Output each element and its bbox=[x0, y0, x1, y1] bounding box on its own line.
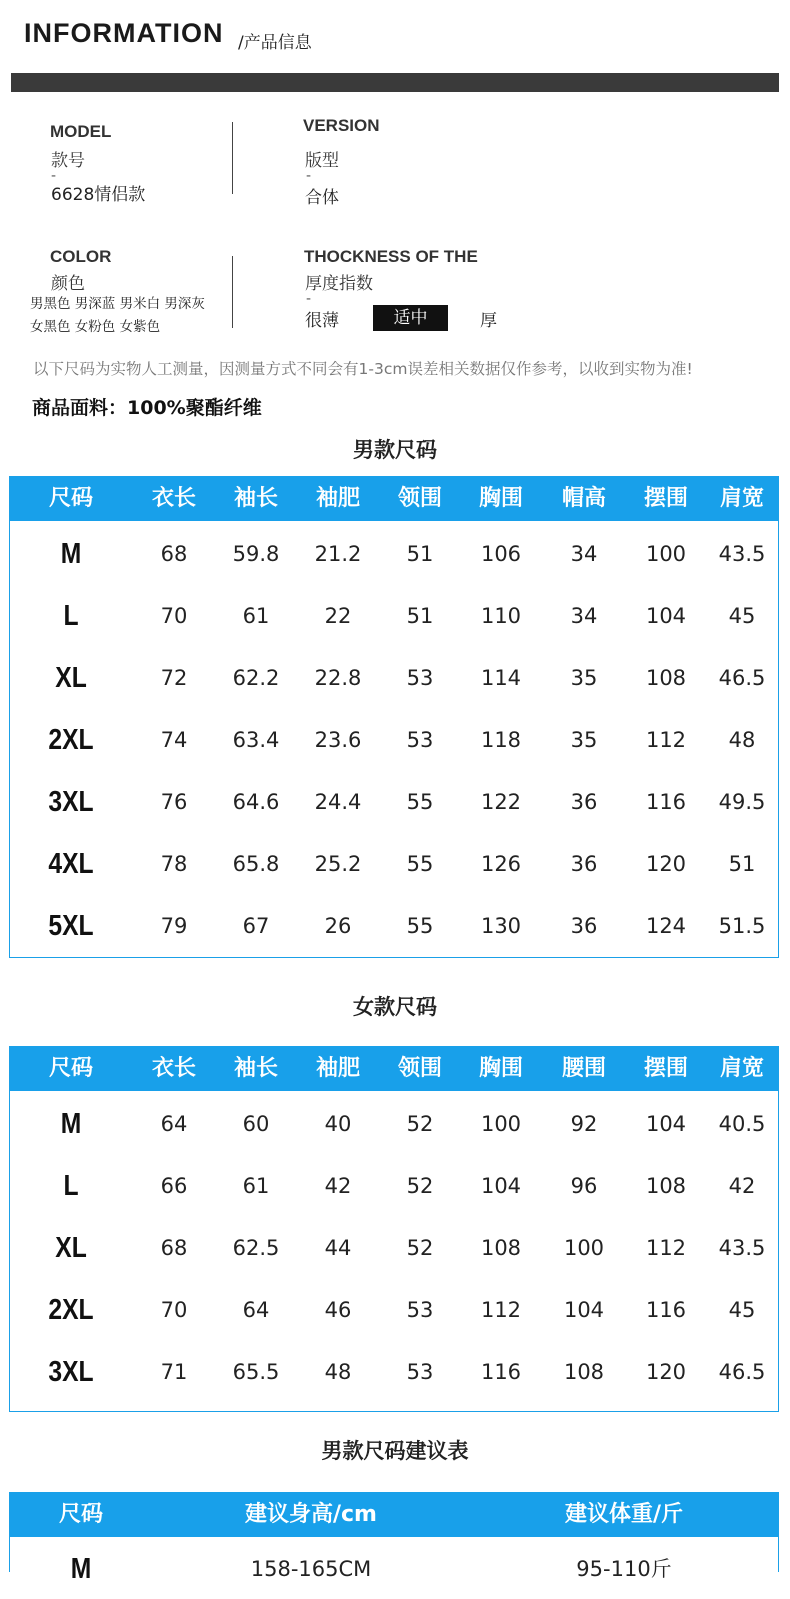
size-cell: 5XL bbox=[48, 910, 94, 942]
thickness-label-cn: 厚度指数 bbox=[305, 274, 373, 294]
table-cell: 95-110斤 bbox=[576, 1557, 672, 1581]
table-row bbox=[10, 647, 778, 709]
table-cell: 24.4 bbox=[314, 790, 362, 814]
size-cell: M bbox=[60, 538, 82, 570]
size-cell: L bbox=[63, 600, 79, 632]
table-cell: 100 bbox=[645, 542, 687, 566]
table-cell: 116 bbox=[645, 1298, 687, 1322]
table-cell: 25.2 bbox=[314, 852, 362, 876]
table-cell: 112 bbox=[645, 1236, 687, 1260]
size-cell: XL bbox=[55, 662, 87, 694]
table-cell: 52 bbox=[406, 1236, 434, 1260]
version-label-en: VERSION bbox=[303, 116, 380, 135]
size-cell: 2XL bbox=[48, 724, 94, 756]
women-size-table bbox=[9, 1046, 779, 1412]
table-cell: 76 bbox=[160, 790, 188, 814]
table-row bbox=[10, 523, 778, 585]
table-row bbox=[10, 1539, 778, 1599]
men-size-title: 男款尺码 bbox=[353, 438, 437, 462]
table-row bbox=[10, 833, 778, 895]
model-dash: - bbox=[51, 168, 57, 184]
page-title: INFORMATION bbox=[24, 18, 224, 48]
table-cell: 51 bbox=[406, 542, 434, 566]
header-cell: 肩宽 bbox=[719, 486, 764, 511]
header-cell: 尺码 bbox=[48, 486, 93, 511]
table-cell: 63.4 bbox=[232, 728, 280, 752]
color-list-line-1: 男黑色 男深蓝 男米白 男深灰 bbox=[30, 296, 205, 312]
header-cell: 肩宽 bbox=[719, 1056, 764, 1081]
header-cell: 摆围 bbox=[643, 1056, 688, 1081]
header-cell: 领围 bbox=[397, 1056, 442, 1081]
header-cell: 袖长 bbox=[233, 486, 278, 511]
header-cell: 领围 bbox=[397, 486, 442, 511]
header-cell: 袖肥 bbox=[315, 1056, 360, 1081]
table-cell: 70 bbox=[160, 1298, 188, 1322]
table-cell: 92 bbox=[570, 1112, 598, 1136]
header-cell: 建议体重/斤 bbox=[564, 1502, 684, 1527]
header-cell: 腰围 bbox=[561, 1056, 606, 1081]
men-suggestion-title: 男款尺码建议表 bbox=[321, 1439, 469, 1463]
version-value: 合体 bbox=[305, 188, 339, 208]
table-cell: 65.5 bbox=[232, 1360, 280, 1384]
table-row bbox=[10, 1341, 778, 1403]
table-cell: 68 bbox=[160, 1236, 188, 1260]
table-row bbox=[10, 1093, 778, 1155]
thickness-option-thin: 很薄 bbox=[305, 311, 339, 331]
size-cell: M bbox=[70, 1553, 92, 1585]
table-cell: 110 bbox=[480, 604, 522, 628]
table-cell: 48 bbox=[728, 728, 756, 752]
table-cell: 43.5 bbox=[718, 1236, 766, 1260]
table-cell: 55 bbox=[406, 852, 434, 876]
table-cell: 26 bbox=[324, 914, 352, 938]
color-list-line-2: 女黑色 女粉色 女紫色 bbox=[30, 319, 161, 335]
table-row bbox=[10, 1217, 778, 1279]
table-cell: 52 bbox=[406, 1174, 434, 1198]
table-cell: 74 bbox=[160, 728, 188, 752]
table-cell: 46.5 bbox=[718, 1360, 766, 1384]
table-cell: 22 bbox=[324, 604, 352, 628]
women-table-header bbox=[10, 1047, 778, 1091]
table-cell: 36 bbox=[570, 790, 598, 814]
fabric-info: 商品面料：100%聚酯纤维 bbox=[32, 397, 262, 419]
table-cell: 52 bbox=[406, 1112, 434, 1136]
table-cell: 51 bbox=[728, 852, 756, 876]
table-row bbox=[10, 1279, 778, 1341]
table-cell: 104 bbox=[563, 1298, 605, 1322]
table-cell: 55 bbox=[406, 914, 434, 938]
table-cell: 45 bbox=[728, 604, 756, 628]
size-cell: XL bbox=[55, 1232, 87, 1264]
table-cell: 116 bbox=[480, 1360, 522, 1384]
table-row bbox=[10, 895, 778, 957]
measurement-note: 以下尺码为实物人工测量，因测量方式不同会有1-3cm误差相关数据仅作参考，以收到实物为准! bbox=[33, 360, 693, 378]
header-cell: 衣长 bbox=[151, 486, 196, 511]
table-cell: 35 bbox=[570, 728, 598, 752]
header-cell: 建议身高/cm bbox=[244, 1502, 377, 1527]
table-cell: 130 bbox=[480, 914, 522, 938]
version-dash: - bbox=[306, 168, 312, 184]
header-cell: 摆围 bbox=[643, 486, 688, 511]
men-size-table bbox=[9, 476, 779, 958]
table-cell: 42 bbox=[324, 1174, 352, 1198]
women-size-title: 女款尺码 bbox=[353, 995, 437, 1019]
table-cell: 46 bbox=[324, 1298, 352, 1322]
table-cell: 79 bbox=[160, 914, 188, 938]
table-cell: 64 bbox=[242, 1298, 270, 1322]
table-cell: 118 bbox=[480, 728, 522, 752]
table-cell: 46.5 bbox=[718, 666, 766, 690]
header-cell: 袖长 bbox=[233, 1056, 278, 1081]
table-cell: 120 bbox=[645, 852, 687, 876]
table-cell: 51.5 bbox=[718, 914, 766, 938]
table-cell: 96 bbox=[570, 1174, 598, 1198]
table-cell: 72 bbox=[160, 666, 188, 690]
header-cell: 袖肥 bbox=[315, 486, 360, 511]
thickness-option-thick: 厚 bbox=[480, 311, 497, 331]
table-cell: 104 bbox=[645, 1112, 687, 1136]
model-value: 6628情侣款 bbox=[51, 185, 146, 205]
table-cell: 114 bbox=[480, 666, 522, 690]
table-cell: 51 bbox=[406, 604, 434, 628]
info-divider-2 bbox=[232, 256, 233, 328]
table-cell: 66 bbox=[160, 1174, 188, 1198]
table-cell: 100 bbox=[480, 1112, 522, 1136]
info-divider-1 bbox=[232, 122, 233, 194]
table-cell: 55 bbox=[406, 790, 434, 814]
header-cell: 衣长 bbox=[151, 1056, 196, 1081]
header-divider-bar bbox=[11, 73, 779, 92]
header-cell: 胸围 bbox=[478, 486, 523, 511]
color-label-cn: 颜色 bbox=[51, 274, 85, 294]
table-cell: 78 bbox=[160, 852, 188, 876]
thickness-dash: - bbox=[306, 291, 312, 307]
size-cell: M bbox=[60, 1108, 82, 1140]
table-cell: 116 bbox=[645, 790, 687, 814]
table-cell: 124 bbox=[645, 914, 687, 938]
color-label-en: COLOR bbox=[50, 247, 112, 266]
table-cell: 21.2 bbox=[314, 542, 362, 566]
size-cell: 4XL bbox=[48, 848, 94, 880]
table-row bbox=[10, 1155, 778, 1217]
model-label-cn: 款号 bbox=[51, 151, 85, 171]
table-cell: 34 bbox=[570, 604, 598, 628]
table-cell: 62.2 bbox=[232, 666, 280, 690]
suggestion-table-header bbox=[10, 1493, 778, 1537]
table-cell: 44 bbox=[324, 1236, 352, 1260]
table-cell: 53 bbox=[406, 1360, 434, 1384]
table-cell: 40 bbox=[324, 1112, 352, 1136]
table-cell: 112 bbox=[480, 1298, 522, 1322]
table-cell: 70 bbox=[160, 604, 188, 628]
table-cell: 53 bbox=[406, 666, 434, 690]
thickness-option-medium-selected: 适中 bbox=[373, 305, 448, 331]
table-cell: 67 bbox=[242, 914, 270, 938]
men-suggestion-table bbox=[9, 1492, 779, 1585]
table-cell: 65.8 bbox=[232, 852, 280, 876]
table-cell: 23.6 bbox=[314, 728, 362, 752]
table-cell: 112 bbox=[645, 728, 687, 752]
men-table-header bbox=[10, 477, 778, 521]
table-cell: 120 bbox=[645, 1360, 687, 1384]
table-cell: 122 bbox=[480, 790, 522, 814]
table-cell: 53 bbox=[406, 728, 434, 752]
header-cell: 胸围 bbox=[478, 1056, 523, 1081]
version-label-cn: 版型 bbox=[305, 151, 339, 171]
table-cell: 60 bbox=[242, 1112, 270, 1136]
size-cell: 2XL bbox=[48, 1294, 94, 1326]
table-cell: 22.8 bbox=[314, 666, 362, 690]
table-cell: 48 bbox=[324, 1360, 352, 1384]
table-cell: 108 bbox=[645, 1174, 687, 1198]
table-cell: 126 bbox=[480, 852, 522, 876]
header-cell: 尺码 bbox=[58, 1502, 103, 1527]
table-row bbox=[10, 771, 778, 833]
table-cell: 106 bbox=[480, 542, 522, 566]
size-cell: 3XL bbox=[48, 786, 94, 818]
thickness-label-en: THOCKNESS OF THE bbox=[304, 247, 478, 266]
table-cell: 104 bbox=[480, 1174, 522, 1198]
table-cell: 61 bbox=[242, 1174, 270, 1198]
table-cell: 64.6 bbox=[232, 790, 280, 814]
table-cell: 59.8 bbox=[232, 542, 280, 566]
table-row bbox=[10, 585, 778, 647]
table-cell: 42 bbox=[728, 1174, 756, 1198]
table-cell: 100 bbox=[563, 1236, 605, 1260]
table-cell: 71 bbox=[160, 1360, 188, 1384]
table-cell: 68 bbox=[160, 542, 188, 566]
table-cell: 36 bbox=[570, 914, 598, 938]
model-label-en: MODEL bbox=[50, 122, 112, 141]
table-cell: 108 bbox=[645, 666, 687, 690]
table-cell: 64 bbox=[160, 1112, 188, 1136]
table-cell: 43.5 bbox=[718, 542, 766, 566]
table-row bbox=[10, 709, 778, 771]
table-cell: 61 bbox=[242, 604, 270, 628]
table-cell: 104 bbox=[645, 604, 687, 628]
table-cell: 158-165CM bbox=[250, 1557, 372, 1581]
table-cell: 108 bbox=[480, 1236, 522, 1260]
table-cell: 36 bbox=[570, 852, 598, 876]
header-cell: 帽高 bbox=[561, 486, 606, 511]
table-cell: 53 bbox=[406, 1298, 434, 1322]
size-cell: 3XL bbox=[48, 1356, 94, 1388]
table-cell: 45 bbox=[728, 1298, 756, 1322]
table-cell: 108 bbox=[563, 1360, 605, 1384]
table-cell: 35 bbox=[570, 666, 598, 690]
header-cell: 尺码 bbox=[48, 1056, 93, 1081]
table-cell: 49.5 bbox=[718, 790, 766, 814]
size-cell: L bbox=[63, 1170, 79, 1202]
page-subtitle: /产品信息 bbox=[238, 33, 312, 53]
table-cell: 34 bbox=[570, 542, 598, 566]
table-cell: 62.5 bbox=[232, 1236, 280, 1260]
table-cell: 40.5 bbox=[718, 1112, 766, 1136]
